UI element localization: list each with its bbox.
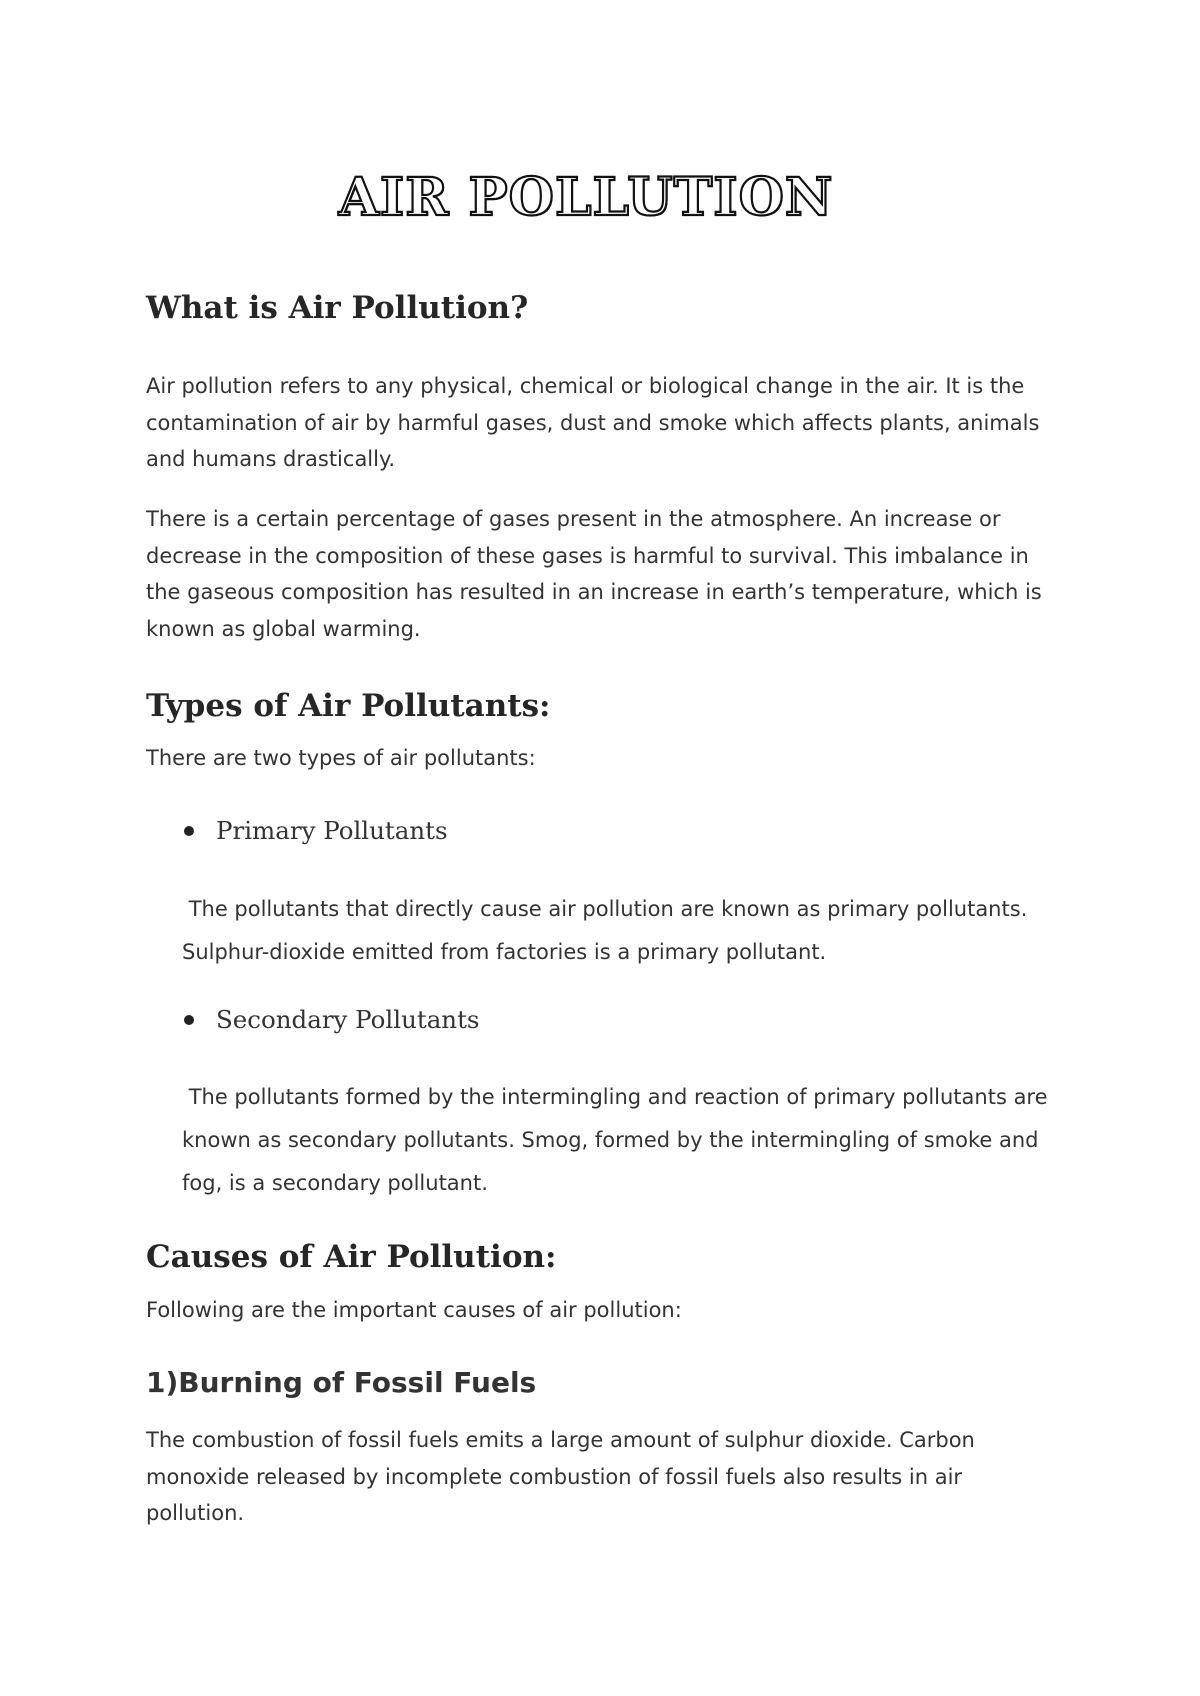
document-title: AIR POLLUTION [338,167,834,228]
paragraph-global-warming: There is a certain percentage of gases present in the atmosphere. An increase or decrease in the composition of these gases is harmful to survival. This imbalance in the gaseous composition has resulted in an increase in earth’s temperature, which is known as global warming. [146,507,1042,641]
paragraph-causes-intro: Following are the important causes of air pollution: [146,1298,682,1322]
bullet-dot-icon [184,1015,194,1025]
subheading-burning-fossil-fuels: 1)Burning of Fossil Fuels [146,1366,537,1399]
heading-what-is-air-pollution: What is Air Pollution? [146,290,529,326]
paragraph-fossil-fuels: The combustion of fossil fuels emits a large amount of sulphur dioxide. Carbon monoxide released by incomplete combustion of fossil fuels also results in air pollution. [146,1428,975,1525]
paragraph-types-intro: There are two types of air pollutants: [146,746,536,770]
bullet-primary-pollutants [184,814,448,848]
bullet-label: Primary Pollutants [216,816,448,845]
bullet-secondary-pollutants [184,1003,480,1037]
bullet-dot-icon [184,826,194,836]
paragraph-secondary-pollutants: The pollutants formed by the intermingling and reaction of primary pollutants are known as secondary pollutants. Smog, formed by the intermingling of smoke and fog, is a secondary pollutant. [182,1085,1048,1195]
paragraph-definition: Air pollution refers to any physical, chemical or biological change in the air. It is the contamination of air by harmful gases, dust and smoke which affects plants, animals and humans drastically. [146,374,1040,471]
bullet-label: Secondary Pollutants [216,1005,480,1034]
heading-causes-of-air-pollution: Causes of Air Pollution: [146,1239,557,1275]
heading-types-of-air-pollutants: Types of Air Pollutants: [146,688,551,724]
paragraph-primary-pollutants: The pollutants that directly cause air pollution are known as primary pollutants. Sulphur-dioxide emitted from factories is a primary pollutant. [182,897,1028,964]
